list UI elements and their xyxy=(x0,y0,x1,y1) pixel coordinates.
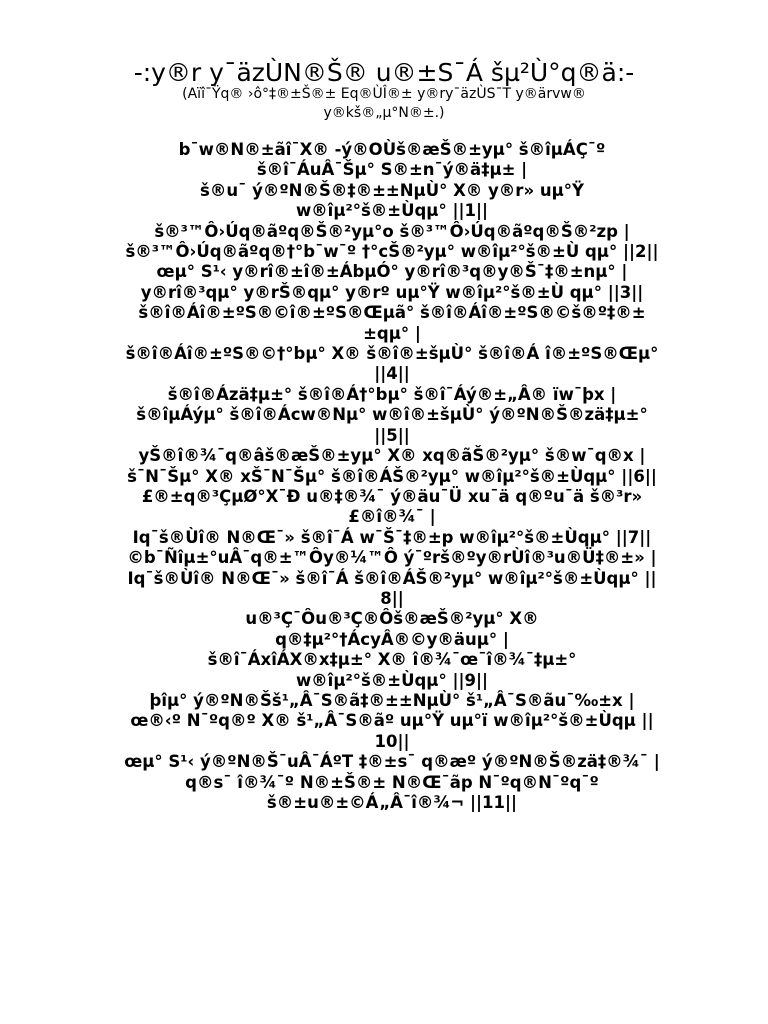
verse-line: ||4|| xyxy=(374,364,410,384)
subtitle-line: (Aïî¯Ÿq® ›ô°‡®±Š®± Eq®ÙÎ®± y®ry¯äzÙS¯T y®ärvw® xyxy=(182,86,586,102)
verse-line: þîµ° ý®ºN®Šš¹„Â¯S®ã‡®±±NµÙ° š¹„Â¯S®ãu¯‰±x | xyxy=(149,690,635,710)
verse-line: œµ° S¹‹ ý®ºN®Š¯uÂ¯ÁºT ‡®±s¯ q®æº ý®ºN®Š®zä‡®¾¯ | xyxy=(124,752,660,772)
verse-line: q®s¯ î®¾¯º N®±Š®± N®Œ¯ãp N¯ºq®N¯ºq¯º xyxy=(185,772,599,792)
verse-line: š®u¯ ý®ºN®Š®‡®±±NµÙ° X® y®r» uµ°Ÿ xyxy=(200,180,584,200)
verse-line: š®îµÁýµ° š®î®Ácw®Nµ° w®î®±šµÙ° ý®ºN®Š®zä‡µ±° xyxy=(136,405,648,425)
document-subtitle xyxy=(84,85,684,123)
document-title: -:y®r y¯äzÙN®Š® u®±S¯Á šµ²Ù°q®ä:- xyxy=(133,58,635,87)
verse-line: š¯N¯Šµ° X® xŠ¯N¯Šµ° š®î®ÁŠ®²yµ° w®îµ²°š®±Ùqµ° ||6|| xyxy=(127,466,657,486)
verse-line: Iq¯š®Ùî® N®Œ¯» š®î¯Á š®î®ÁŠ®²yµ° w®îµ²°š®±Ùqµ° || xyxy=(127,568,657,588)
subtitle-line: y®kš®„µ°N®±.) xyxy=(323,105,445,121)
verse-line: Iq¯š®Ùî® N®Œ¯» š®î¯Á w¯Š¯‡®±p w®îµ²°š®±Ùqµ° ||7|| xyxy=(132,527,652,547)
verse-line: w®îµ²°š®±Ùqµ° ||1|| xyxy=(295,201,489,221)
verse-line: yŠ®î®¾¯q®âš®æŠ®±yµ° X® xq®ãŠ®²yµ° š®w¯q®x | xyxy=(138,446,646,466)
verse-line: b¯w®N®±ãî¯X® -ý®OÙš®æŠ®±yµ° š®îµÁÇ¯º xyxy=(178,140,606,159)
verse-line: £®±q®³ÇµØ°X¯Ð u®‡®¾¯ ý®äu¯Ü xu¯ä q®ºu¯ä š®³r» xyxy=(141,486,643,506)
verse-line: 8|| xyxy=(380,588,404,608)
verse-line: £®î®¾¯ | xyxy=(348,507,436,527)
verse-line: 10|| xyxy=(374,731,410,751)
verse-line: u®³Ç¯Ôu®³Ç®Ôš®æŠ®²yµ° X® xyxy=(245,609,539,629)
verse-line: ±qµ° | xyxy=(363,323,421,343)
verse-line: ||5|| xyxy=(374,425,410,445)
verse-line: w®îµ²°š®±Ùqµ° ||9|| xyxy=(295,670,489,690)
verse-block xyxy=(110,140,674,813)
verse-line: š®î®Ázä‡µ±° š®î®Á†°bµ° š®î¯Áý®±„Â® ïw¯þx | xyxy=(167,384,617,404)
verse-line: q®‡µ²°†ÁcyÂ®©y®äuµ° | xyxy=(275,629,509,649)
verse-line: œµ° S¹‹ y®rî®±î®±ÁbµÓ° y®rî®³q®y®Š¯‡®±nµ° | xyxy=(156,262,628,282)
verse-line: š®³™Ô›Úq®ãºq®†°b¯w¯º †°cŠ®²yµ° w®îµ²°š®±Ù qµ° ||2|| xyxy=(125,242,659,262)
verse-line: š®±u®±©Á„Â¯î®¾¬ ||11|| xyxy=(266,793,518,812)
verse-line: š®î®Áî®±ºS®©†°bµ° X® š®î®±šµÙ° š®î®Á î®±ºS®Œµ° xyxy=(125,344,659,364)
verse-line: y®rî®³qµ° y®rŠ®qµ° y®rº uµ°Ÿ w®îµ²°š®±Ù qµ° ||3|| xyxy=(140,282,644,302)
verse-line: š®î¯ÁuÂ¯Šµ° S®±n¯ý®ä‡µ± | xyxy=(256,160,528,180)
verse-line: œ®‹º N¯ºq®º X® š¹„Â¯S®ãº uµ°Ÿ uµ°ï w®îµ²°š®±Ùqµ || xyxy=(130,711,654,731)
verse-line: š®³™Ô›Úq®ãºq®Š®²yµ°o š®³™Ô›Úq®ãºq®Š®²zp | xyxy=(154,221,630,241)
verse-line: š®î¯ÁxîÁX®x‡µ±° X® î®¾¯œ¯î®¾¯‡µ±° xyxy=(207,650,577,670)
verse-line: ©b¯Ñîµ±°uÂ¯q®±™Ôy®¼™Ô ý¯ºrš®ºy®rÙî®³u®Ü‡®±» | xyxy=(127,548,657,568)
verse-line: š®î®Áî®±ºS®©î®±ºS®Œµã° š®î®Áî®±ºS®©š®º‡®± xyxy=(138,303,646,323)
